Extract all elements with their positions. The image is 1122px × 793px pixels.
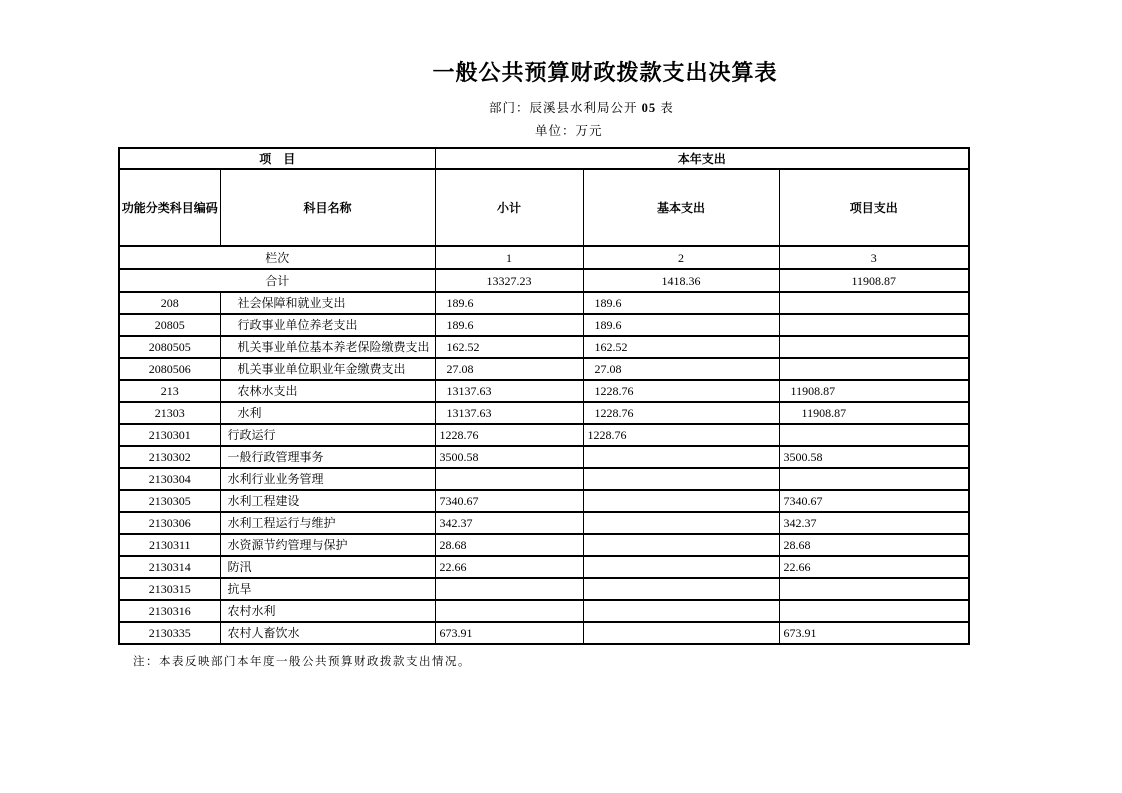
cell-subject-name: 农村人畜饮水 <box>220 622 435 644</box>
cell-subject-name: 农林水支出 <box>220 380 435 402</box>
cell-function-code: 208 <box>119 292 220 314</box>
cell-function-code: 2130311 <box>119 534 220 556</box>
cell-subject-name: 抗旱 <box>220 578 435 600</box>
total-project: 11908.87 <box>779 269 969 292</box>
cell-basic-expenditure <box>583 600 779 622</box>
cell-function-code: 2130304 <box>119 468 220 490</box>
cell-subject-name: 农村水利 <box>220 600 435 622</box>
cell-basic-expenditure <box>583 468 779 490</box>
header-code-column: 功能分类科目编码 <box>119 169 220 246</box>
total-basic: 1418.36 <box>583 269 779 292</box>
cell-function-code: 2130316 <box>119 600 220 622</box>
table-row <box>119 358 969 380</box>
cell-function-code: 2130302 <box>119 446 220 468</box>
cell-function-code: 21303 <box>119 402 220 424</box>
cell-subject-name: 水利 <box>220 402 435 424</box>
cell-subtotal <box>435 600 583 622</box>
cell-project-expenditure <box>779 600 969 622</box>
table-row <box>119 490 969 512</box>
cell-basic-expenditure <box>583 512 779 534</box>
table-row <box>119 600 969 622</box>
header-name-column: 科目名称 <box>220 169 435 246</box>
cell-project-expenditure: 28.68 <box>779 534 969 556</box>
unit-line: 单位：万元 <box>535 124 603 138</box>
header-group-row <box>119 148 969 169</box>
cell-subtotal: 162.52 <box>435 336 583 358</box>
header-basic-column: 基本支出 <box>583 169 779 246</box>
cell-project-expenditure <box>779 292 969 314</box>
cell-function-code: 2130315 <box>119 578 220 600</box>
cell-subtotal: 27.08 <box>435 358 583 380</box>
total-row-label: 合计 <box>119 269 435 292</box>
table-row <box>119 512 969 534</box>
cell-subtotal <box>435 578 583 600</box>
total-row <box>119 269 969 292</box>
cell-function-code: 2080505 <box>119 336 220 358</box>
cell-basic-expenditure: 189.6 <box>583 314 779 336</box>
cell-basic-expenditure <box>583 446 779 468</box>
table-row <box>119 380 969 402</box>
cell-project-expenditure: 7340.67 <box>779 490 969 512</box>
table-row <box>119 534 969 556</box>
cell-function-code: 2130314 <box>119 556 220 578</box>
table-row <box>119 314 969 336</box>
header-expenditure-group: 本年支出 <box>435 148 969 169</box>
cell-function-code: 20805 <box>119 314 220 336</box>
cell-project-expenditure <box>779 424 969 446</box>
department-number: 05 <box>641 101 657 115</box>
index-project: 3 <box>779 246 969 269</box>
cell-function-code: 2130306 <box>119 512 220 534</box>
cell-project-expenditure <box>779 468 969 490</box>
cell-subject-name: 水资源节约管理与保护 <box>220 534 435 556</box>
cell-subtotal: 3500.58 <box>435 446 583 468</box>
cell-function-code: 2080506 <box>119 358 220 380</box>
cell-subtotal: 22.66 <box>435 556 583 578</box>
cell-basic-expenditure: 1228.76 <box>583 380 779 402</box>
department-suffix: 表 <box>660 101 674 115</box>
cell-project-expenditure: 11908.87 <box>779 402 969 424</box>
cell-subtotal: 7340.67 <box>435 490 583 512</box>
index-row-label: 栏次 <box>119 246 435 269</box>
cell-subject-name: 防汛 <box>220 556 435 578</box>
department-prefix: 部门：辰溪县水利局公开 <box>489 101 638 115</box>
cell-basic-expenditure: 162.52 <box>583 336 779 358</box>
cell-subtotal <box>435 468 583 490</box>
header-subtotal-column: 小计 <box>435 169 583 246</box>
cell-subtotal: 1228.76 <box>435 424 583 446</box>
cell-project-expenditure <box>779 314 969 336</box>
cell-project-expenditure: 673.91 <box>779 622 969 644</box>
total-subtotal: 13327.23 <box>435 269 583 292</box>
cell-function-code: 2130335 <box>119 622 220 644</box>
cell-subtotal: 13137.63 <box>435 380 583 402</box>
cell-basic-expenditure <box>583 622 779 644</box>
budget-table <box>118 147 970 645</box>
cell-subject-name: 水利行业业务管理 <box>220 468 435 490</box>
cell-subject-name: 机关事业单位基本养老保险缴费支出 <box>220 336 435 358</box>
index-basic: 2 <box>583 246 779 269</box>
table-row <box>119 336 969 358</box>
cell-basic-expenditure <box>583 490 779 512</box>
page-title: 一般公共预算财政拨款支出决算表 <box>432 60 778 85</box>
table-row <box>119 446 969 468</box>
cell-subtotal: 189.6 <box>435 314 583 336</box>
cell-subtotal: 189.6 <box>435 292 583 314</box>
cell-subtotal: 28.68 <box>435 534 583 556</box>
cell-basic-expenditure: 189.6 <box>583 292 779 314</box>
cell-project-expenditure <box>779 336 969 358</box>
cell-subtotal: 673.91 <box>435 622 583 644</box>
cell-project-expenditure <box>779 358 969 380</box>
cell-basic-expenditure <box>583 534 779 556</box>
cell-basic-expenditure: 1228.76 <box>583 402 779 424</box>
header-item-group: 项 目 <box>119 148 435 169</box>
cell-subtotal: 342.37 <box>435 512 583 534</box>
cell-project-expenditure: 3500.58 <box>779 446 969 468</box>
cell-project-expenditure <box>779 578 969 600</box>
cell-basic-expenditure: 1228.76 <box>583 424 779 446</box>
cell-function-code: 2130301 <box>119 424 220 446</box>
cell-project-expenditure: 342.37 <box>779 512 969 534</box>
footnote: 注：本表反映部门本年度一般公共预算财政拨款支出情况。 <box>133 656 471 668</box>
cell-project-expenditure: 11908.87 <box>779 380 969 402</box>
table-row <box>119 578 969 600</box>
cell-function-code: 213 <box>119 380 220 402</box>
header-columns-row <box>119 169 969 246</box>
table-row <box>119 424 969 446</box>
cell-subject-name: 水利工程运行与维护 <box>220 512 435 534</box>
cell-subject-name: 水利工程建设 <box>220 490 435 512</box>
cell-basic-expenditure <box>583 556 779 578</box>
department-line <box>489 98 674 116</box>
cell-subject-name: 行政事业单位养老支出 <box>220 314 435 336</box>
cell-basic-expenditure <box>583 578 779 600</box>
column-index-row <box>119 246 969 269</box>
header-project-column: 项目支出 <box>779 169 969 246</box>
cell-function-code: 2130305 <box>119 490 220 512</box>
table-row <box>119 292 969 314</box>
cell-subject-name: 机关事业单位职业年金缴费支出 <box>220 358 435 380</box>
cell-subject-name: 社会保障和就业支出 <box>220 292 435 314</box>
cell-project-expenditure: 22.66 <box>779 556 969 578</box>
table-row <box>119 622 969 644</box>
cell-subtotal: 13137.63 <box>435 402 583 424</box>
index-subtotal: 1 <box>435 246 583 269</box>
cell-subject-name: 一般行政管理事务 <box>220 446 435 468</box>
cell-basic-expenditure: 27.08 <box>583 358 779 380</box>
table-row <box>119 402 969 424</box>
table-row <box>119 468 969 490</box>
cell-subject-name: 行政运行 <box>220 424 435 446</box>
table-row <box>119 556 969 578</box>
